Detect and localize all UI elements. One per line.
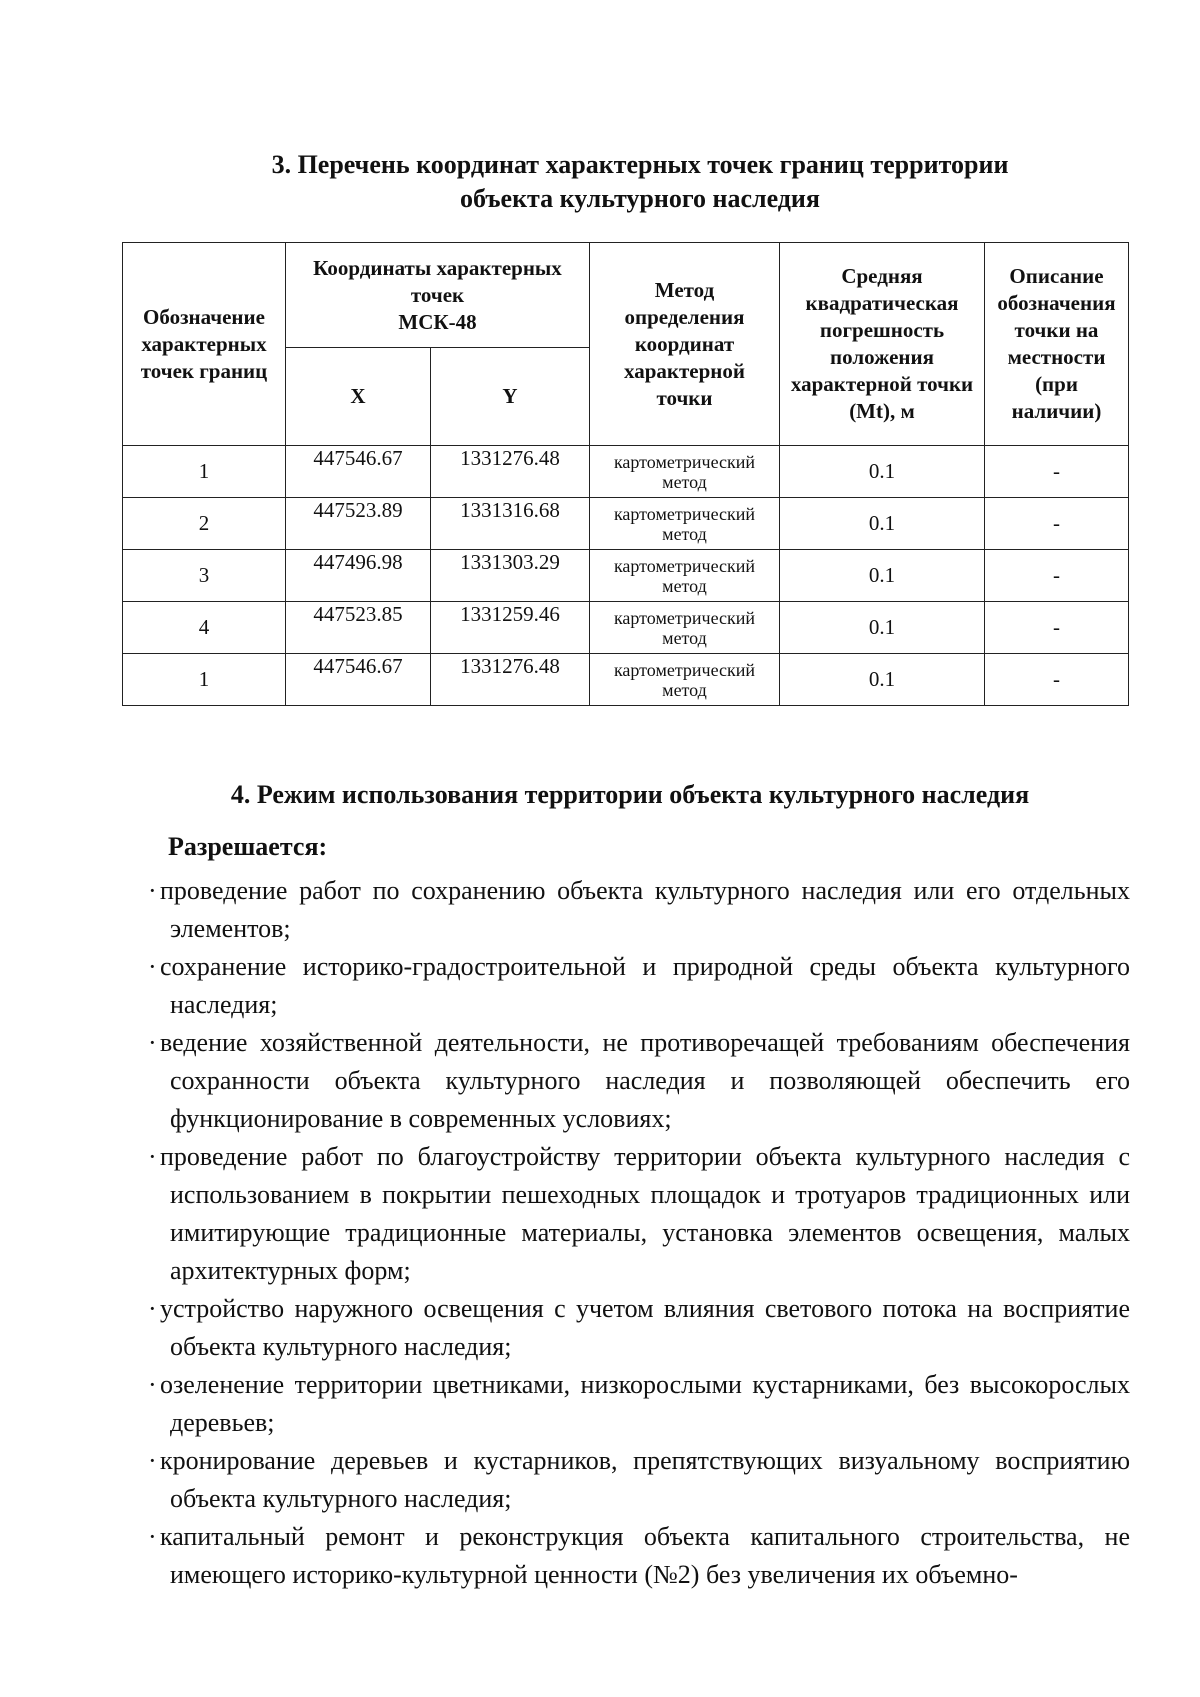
cell-y: 1331276.48	[431, 654, 590, 706]
bullet-icon: ·	[148, 1446, 157, 1475]
list-item-text: проведение работ по сохранению объекта культурного наследия или его отдельных элементов;	[160, 876, 1130, 943]
header-coords	[286, 243, 590, 348]
cell-error: 0.1	[780, 446, 985, 498]
cell-x: 447523.85	[286, 602, 431, 654]
cell-description: -	[985, 498, 1129, 550]
table-header-row	[123, 243, 1129, 348]
list-item	[130, 1442, 1130, 1518]
cell-number: 2	[123, 498, 286, 550]
bullet-icon: ·	[148, 1028, 157, 1057]
bullet-icon: ·	[148, 876, 157, 905]
cell-number: 3	[123, 550, 286, 602]
table-row	[123, 498, 1129, 550]
cell-error: 0.1	[780, 654, 985, 706]
list-item-text: сохранение историко-градостроительной и природной среды объекта культурного наследия;	[160, 952, 1130, 1019]
cell-x: 447546.67	[286, 654, 431, 706]
cell-x: 447546.67	[286, 446, 431, 498]
cell-description: -	[985, 654, 1129, 706]
header-coords-system: МСК-48	[398, 309, 477, 334]
cell-x: 447496.98	[286, 550, 431, 602]
cell-y: 1331259.46	[431, 602, 590, 654]
table-row	[123, 654, 1129, 706]
cell-method: картометрический метод	[590, 498, 780, 550]
list-item	[130, 1138, 1130, 1290]
list-item	[130, 872, 1130, 948]
header-x: X	[286, 348, 431, 446]
bullet-icon: ·	[148, 952, 157, 981]
header-description: Описание обозначения точки на местности (при наличии)	[985, 243, 1129, 446]
cell-error: 0.1	[780, 550, 985, 602]
cell-method: картометрический метод	[590, 654, 780, 706]
allowed-list	[130, 872, 1130, 1594]
coordinates-table	[122, 242, 1129, 706]
bullet-icon: ·	[148, 1370, 157, 1399]
list-item-text: устройство наружного освещения с учетом влияния светового потока на восприятие объекта культурного наследия;	[160, 1294, 1130, 1361]
list-item	[130, 1366, 1130, 1442]
list-item	[130, 948, 1130, 1024]
cell-number: 4	[123, 602, 286, 654]
cell-description: -	[985, 550, 1129, 602]
list-item-text: ведение хозяйственной деятельности, не противоречащей требованиям обеспечения сохранности объекта культурного наследия и позволяющей обеспечить его функционирование в современных условиях;	[160, 1028, 1130, 1133]
cell-y: 1331316.68	[431, 498, 590, 550]
header-method: Метод определения координат характерной точки	[590, 243, 780, 446]
cell-method: картометрический метод	[590, 550, 780, 602]
list-item-text: озеленение территории цветниками, низкорослыми кустарниками, без высокорослых деревьев;	[160, 1370, 1130, 1437]
header-designation: Обозначение характерных точек границ	[123, 243, 286, 446]
cell-description: -	[985, 446, 1129, 498]
cell-error: 0.1	[780, 602, 985, 654]
cell-method: картометрический метод	[590, 602, 780, 654]
bullet-icon: ·	[148, 1142, 157, 1171]
list-item	[130, 1290, 1130, 1366]
section-3-heading-line2: объекта культурного наследия	[460, 184, 820, 213]
list-item	[130, 1024, 1130, 1138]
list-item-text: кронирование деревьев и кустарников, препятствующих визуальному восприятию объекта культурного наследия;	[160, 1446, 1130, 1513]
section-3-heading-line1: 3. Перечень координат характерных точек границ территории	[271, 150, 1009, 179]
header-error: Средняя квадратическая погрешность положения характерной точки (Mt), м	[780, 243, 985, 446]
cell-number: 1	[123, 446, 286, 498]
bullet-icon: ·	[148, 1522, 157, 1551]
section-3-heading	[200, 148, 1080, 216]
section-4-heading: 4. Режим использования территории объекта культурного наследия	[230, 780, 1030, 809]
allowed-label: Разрешается:	[168, 832, 328, 861]
cell-description: -	[985, 602, 1129, 654]
list-item-text: капитальный ремонт и реконструкция объекта капитального строительства, не имеющего историко-культурной ценности (№2) без увеличения их объемно-	[160, 1522, 1130, 1589]
cell-x: 447523.89	[286, 498, 431, 550]
header-y: Y	[431, 348, 590, 446]
table-row	[123, 550, 1129, 602]
cell-method: картометрический метод	[590, 446, 780, 498]
header-coords-title: Координаты характерных точек	[313, 255, 562, 307]
list-item-text: проведение работ по благоустройству территории объекта культурного наследия с использованием в покрытии пешеходных площадок и тротуаров традиционных или имитирующие традиционные материалы, установка элементов освещения, малых архитектурных форм;	[160, 1142, 1130, 1285]
cell-y: 1331303.29	[431, 550, 590, 602]
table-row	[123, 602, 1129, 654]
table-body	[123, 446, 1129, 706]
cell-error: 0.1	[780, 498, 985, 550]
cell-number: 1	[123, 654, 286, 706]
list-item	[130, 1518, 1130, 1594]
table-row	[123, 446, 1129, 498]
bullet-icon: ·	[148, 1294, 157, 1323]
cell-y: 1331276.48	[431, 446, 590, 498]
